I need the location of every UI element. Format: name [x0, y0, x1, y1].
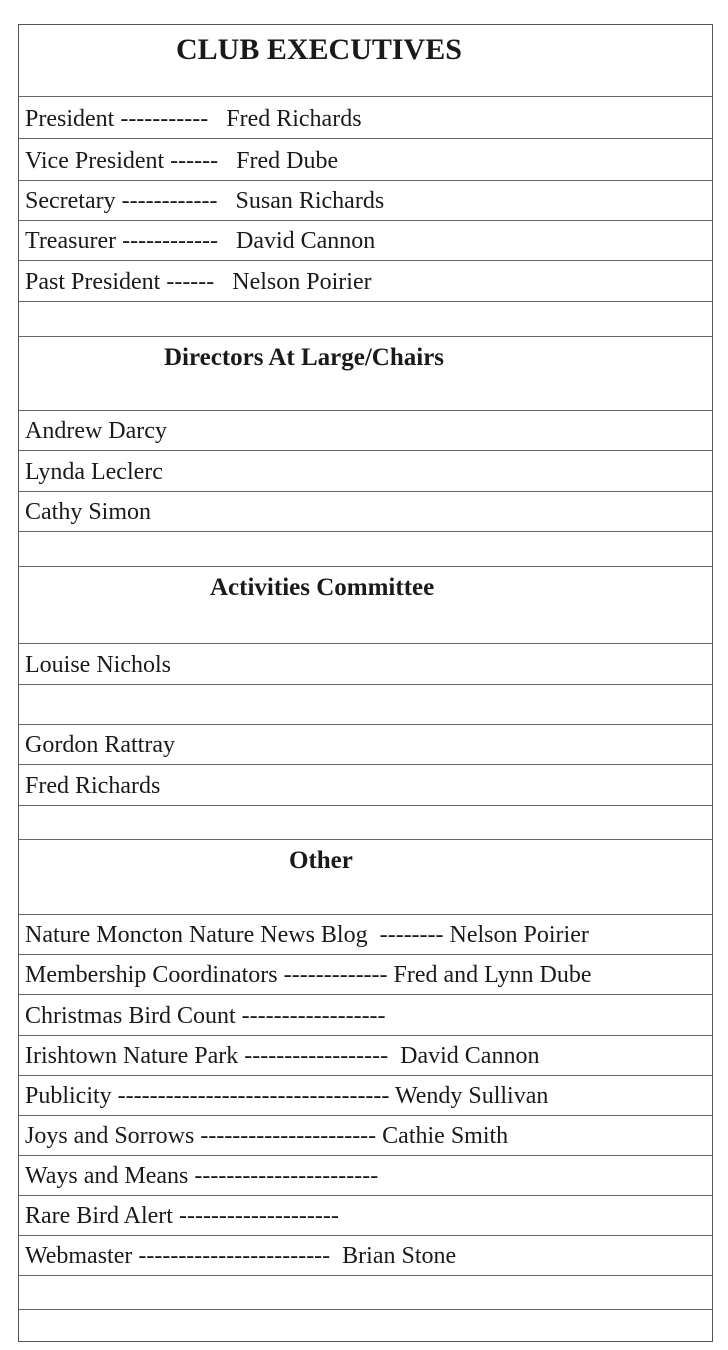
activities-heading: Activities Committee [210, 574, 435, 601]
empty-row [19, 1276, 712, 1310]
table-row [19, 1196, 712, 1236]
table-row [19, 995, 712, 1036]
committee-member: Fred Richards [25, 773, 161, 799]
empty-row [19, 1310, 712, 1341]
table-row [19, 955, 712, 995]
section-heading-row [19, 567, 712, 644]
table-row [19, 1156, 712, 1196]
executive-entry: Secretary ------------ Susan Richards [25, 188, 385, 214]
page-title: CLUB EXECUTIVES [176, 33, 462, 66]
table-row [19, 765, 712, 806]
other-entry: Rare Bird Alert -------------------- [25, 1203, 339, 1229]
other-entry: Joys and Sorrows ---------------------- Cathie Smith [25, 1123, 509, 1149]
other-entry: Publicity ---------------------------------- Wendy Sullivan [25, 1083, 549, 1109]
other-entry: Ways and Means ----------------------- [25, 1163, 379, 1189]
committee-member: Louise Nichols [25, 652, 171, 678]
table-row [19, 97, 712, 139]
table-row [19, 451, 712, 492]
other-entry: Irishtown Nature Park ------------------ David Cannon [25, 1043, 540, 1069]
table-row [19, 1236, 712, 1276]
table-row [19, 411, 712, 451]
other-heading: Other [289, 847, 353, 874]
executive-entry: Vice President ------ Fred Dube [25, 148, 339, 174]
table-row [19, 221, 712, 261]
table-row [19, 1116, 712, 1156]
executives-table [18, 24, 713, 1342]
table-row [19, 181, 712, 221]
executive-entry: President ----------- Fred Richards [25, 106, 362, 132]
section-heading-row [19, 840, 712, 915]
table-row [19, 492, 712, 532]
director-name: Cathy Simon [25, 499, 152, 525]
empty-row [19, 532, 712, 567]
table-row [19, 261, 712, 302]
other-entry: Christmas Bird Count ------------------ [25, 1003, 386, 1029]
empty-row [19, 302, 712, 337]
table-row [19, 1076, 712, 1116]
director-name: Lynda Leclerc [25, 459, 163, 485]
executive-entry: Treasurer ------------ David Cannon [25, 228, 376, 254]
title-row [19, 25, 712, 97]
director-name: Andrew Darcy [25, 418, 167, 444]
other-entry: Webmaster ------------------------ Brian Stone [25, 1243, 457, 1269]
directors-heading: Directors At Large/Chairs [164, 344, 445, 371]
table-row [19, 1036, 712, 1076]
other-entry: Nature Moncton Nature News Blog -------- Nelson Poirier [25, 922, 589, 948]
table-row [19, 915, 712, 955]
other-entry: Membership Coordinators ------------- Fred and Lynn Dube [25, 962, 592, 988]
table-row [19, 139, 712, 181]
table-row [19, 644, 712, 685]
table-row [19, 725, 712, 765]
empty-row [19, 685, 712, 725]
executive-entry: Past President ------ Nelson Poirier [25, 269, 372, 295]
empty-row [19, 806, 712, 840]
section-heading-row [19, 337, 712, 411]
committee-member: Gordon Rattray [25, 732, 175, 758]
